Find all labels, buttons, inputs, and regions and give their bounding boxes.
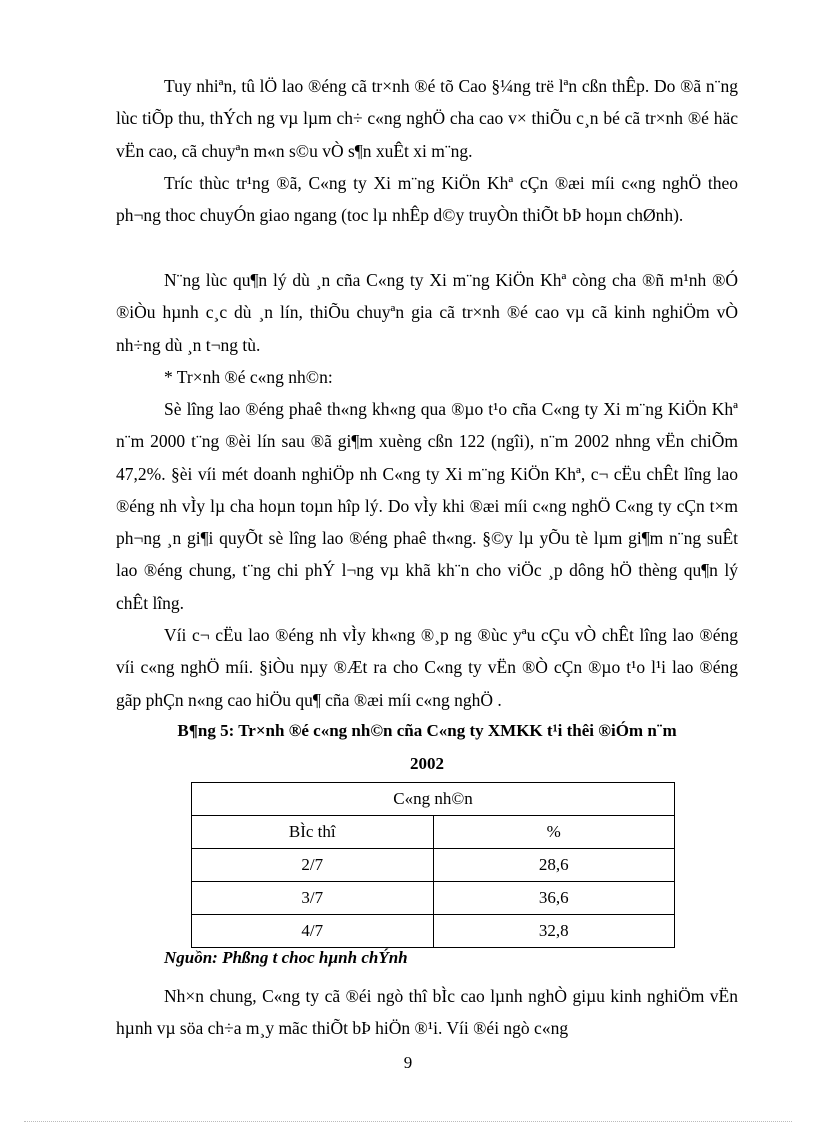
- table-row: [192, 849, 675, 882]
- table-cell: 2/7: [192, 849, 434, 882]
- table-caption-line-2: 2002: [410, 754, 444, 773]
- table-group-header: C«ng nh©n: [192, 783, 675, 816]
- table-cell: 32,8: [433, 915, 675, 948]
- worker-level-table: [191, 782, 675, 948]
- table-cell: 3/7: [192, 882, 434, 915]
- paragraph-5: Víi c¬ cËu lao ®éng nh vÌy kh«ng ®¸p ng ®ùc yªu cÇu vÒ chÊt lîng lao ®éng víi c«ng nghÖ míi. §iÒu nµy ®Æt ra cho C«ng ty vËn ®Ò cÇn ®µo t¹o l¹i lao ®éng gãp phÇn n«ng cao hiÖu qu¶ cña ®æi míi c«ng nghÖ .: [116, 625, 738, 710]
- table-cell: 4/7: [192, 915, 434, 948]
- table-header-row: [192, 783, 675, 816]
- paragraph-1: Tuy nhiªn, tû lÖ lao ®éng cã tr×nh ®é tõ Cao §¼ng trë lªn cßn thÊp. Do ®ã n¨ng lùc tiÕp thu, thÝch ng vµ lµm ch÷ c«ng nghÖ cha cao v× thiÕu c¸n bé cã tr×nh ®é häc vËn cao, cã chuyªn m«n s©u vÒ s¶n xuÊt xi m¨ng.: [116, 76, 738, 161]
- paragraph-4: Sè lîng lao ®éng phaê th«ng kh«ng qua ®µo t¹o cña C«ng ty Xi m¨ng KiÖn Khª n¨m 2000 t¨ng ®èi lín sau ®ã gi¶m xuèng cßn 122 (ngîi), n¨m 2002 nhng vËn chiÕm 47,2%. §èi víi mét doanh nghiÖp nh C«ng ty Xi m¨ng KiÖn Khª, c¬ cËu chÊt lîng lao ®éng nh vÌy lµ cha hoµn toµn hîp lý. Do vÌy khi ®æi míi c«ng nghÖ C«ng ty cÇn t×m ph¬ng ¸n gi¶i quyÕt sè lîng lao ®éng phaê th«ng. §©y lµ yÕu tè lµm gi¶m n¨ng suÊt lao ®éng chung, t¨ng chi phÝ l¬ng vµ khã kh¨n cho viÖc ¸p dông hÖ thèng qu¶n lý chÊt lîng.: [116, 399, 738, 613]
- table-cell: 36,6: [433, 882, 675, 915]
- table-caption-line-1: B¶ng 5: Tr×nh ®é c«ng nh©n cña C«ng ty XMKK t¹i thêi ®iÓm n¨m: [177, 721, 677, 740]
- paragraph-3: N¨ng lùc qu¶n lý dù ¸n cña C«ng ty Xi m¨ng KiÖn Khª còng cha ®ñ m¹nh ®Ó ®iÒu hµnh c¸c dù ¸n lín, thiÕu chuyªn gia cã tr×nh ®é cao vµ cã kinh nghiÖm vÒ nh÷ng dù ¸n t¬ng tù.: [116, 270, 738, 355]
- table-row: [192, 915, 675, 948]
- page-bottom-border: [24, 1121, 792, 1122]
- table-column-header-row: [192, 816, 675, 849]
- page-number: 9: [403, 1053, 413, 1072]
- section-heading-worker-level: * Tr×nh ®é c«ng nh©n:: [164, 367, 333, 387]
- column-header-percent: %: [433, 816, 675, 849]
- table-cell: 28,6: [433, 849, 675, 882]
- paragraph-6: Nh×n chung, C«ng ty cã ®éi ngò thî bÌc cao lµnh nghÒ giµu kinh nghiÖm vËn hµnh vµ söa ch÷a m¸y mãc thiÕt bÞ hiÖn ®¹i. Víi ®éi ngò c«ng: [116, 986, 738, 1039]
- paragraph-2: Tríc thùc tr¹ng ®ã, C«ng ty Xi m¨ng KiÖn Khª cÇn ®æi míi c«ng nghÖ theo ph¬ng thoc chuyÓn giao ngang (toc lµ nhÊp d©y truyÒn thiÕt bÞ hoµn chØnh).: [116, 173, 738, 226]
- table-row: [192, 882, 675, 915]
- table-source-note: Nguồn: Phßng t choc hµnh chÝnh: [164, 948, 408, 967]
- column-header-grade: BÌc thî: [192, 816, 434, 849]
